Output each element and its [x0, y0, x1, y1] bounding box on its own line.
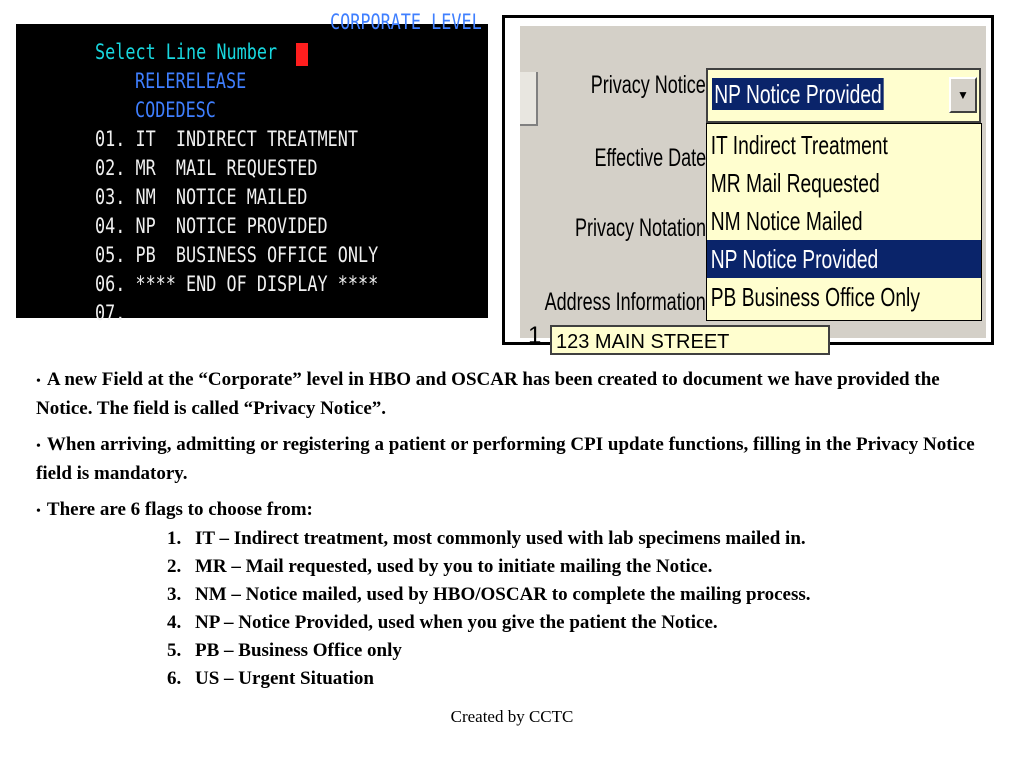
option-it[interactable] — [707, 126, 981, 164]
terminal-row[interactable]: 04. NP NOTICE PROVIDED — [95, 214, 328, 238]
bullet-text: There are 6 flags to choose from: — [46, 499, 313, 520]
terminal-row[interactable]: 01. IT INDIRECT TREATMENT — [95, 127, 358, 151]
privacy-notation-label: Privacy Notation — [574, 214, 706, 242]
terminal-prompt: Select Line Number — [95, 40, 278, 64]
list-number: 1. — [167, 528, 182, 549]
privacy-form-screenshot — [502, 15, 994, 353]
list-number: 5. — [167, 640, 182, 661]
bullet-icon: • — [36, 374, 41, 389]
option-nm[interactable] — [707, 202, 981, 240]
option-label: MR Mail Requested — [710, 168, 880, 198]
option-np[interactable] — [707, 240, 981, 278]
list-text: PB – Business Office only — [195, 640, 402, 661]
option-mr[interactable] — [707, 164, 981, 202]
address-input[interactable]: 123 MAIN STREET — [550, 325, 830, 355]
option-label: IT Indirect Treatment — [710, 130, 888, 160]
list-item — [167, 665, 986, 693]
terminal-header-release: RELERELEASE — [135, 69, 247, 93]
bullet-mandatory — [36, 431, 986, 487]
list-number: 3. — [167, 584, 182, 605]
list-item — [167, 581, 986, 609]
terminal-screen — [16, 10, 488, 325]
option-label: NP Notice Provided — [710, 244, 879, 274]
terminal-row[interactable]: 07. — [95, 301, 126, 325]
bullet-flags — [36, 496, 986, 525]
option-label: NM Notice Mailed — [710, 206, 863, 236]
terminal-header-codedesc: CODEDESC — [135, 98, 216, 122]
bullet-icon: • — [36, 439, 41, 454]
list-number: 4. — [167, 612, 182, 633]
privacy-notice-options-list[interactable] — [706, 123, 982, 321]
address-line-number: 1 — [528, 322, 542, 349]
list-text: IT – Indirect treatment, most commonly used with lab specimens mailed in. — [195, 528, 806, 549]
flags-list — [36, 525, 986, 693]
privacy-notice-select[interactable] — [706, 68, 981, 123]
form-panel — [520, 26, 986, 353]
address-information-label: Address Information — [544, 288, 706, 316]
bullet-text: A new Field at the “Corporate” level in HBO and OSCAR has been created to document we have provided the Notice. The field is called “Privacy Notice”. — [36, 369, 940, 419]
list-number: 2. — [167, 556, 182, 577]
list-item — [167, 553, 986, 581]
terminal-cursor[interactable] — [296, 43, 308, 66]
privacy-notice-label: Privacy Notice — [590, 71, 706, 99]
bullet-icon: • — [36, 504, 41, 519]
list-number: 6. — [167, 668, 182, 689]
list-item — [167, 637, 986, 665]
privacy-notice-selected-value: NP Notice Provided — [712, 78, 884, 110]
effective-date-label: Effective Date — [594, 144, 706, 172]
list-text: US – Urgent Situation — [195, 668, 374, 689]
option-label: PB Business Office Only — [710, 282, 920, 312]
option-pb[interactable] — [707, 278, 981, 316]
bullet-text: When arriving, admitting or registering a patient or performing CPI update functions, filling in the Privacy Notice field is mandatory. — [36, 434, 975, 484]
terminal-row[interactable]: 03. NM NOTICE MAILED — [95, 185, 308, 209]
slide-notes — [36, 366, 986, 693]
terminal-row: 06. **** END OF DISPLAY **** — [95, 272, 379, 296]
list-text: NP – Notice Provided, used when you give the patient the Notice. — [195, 612, 718, 633]
list-item — [167, 525, 986, 553]
terminal-row[interactable]: 02. MR MAIL REQUESTED — [95, 156, 318, 180]
dropdown-arrow-button[interactable] — [949, 77, 977, 113]
left-field-edge — [520, 72, 538, 126]
list-text: NM – Notice mailed, used by HBO/OSCAR to complete the mailing process. — [195, 584, 811, 605]
terminal-row[interactable]: 05. PB BUSINESS OFFICE ONLY — [95, 243, 379, 267]
footer-credit: Created by CCTC — [450, 707, 574, 726]
list-item — [167, 609, 986, 637]
bullet-new-field — [36, 366, 986, 422]
list-text: MR – Mail requested, used by you to initiate mailing the Notice. — [195, 556, 713, 577]
chevron-down-icon: ▼ — [957, 87, 969, 102]
terminal-corporate-level: CORPORATE LEVEL — [330, 10, 482, 34]
